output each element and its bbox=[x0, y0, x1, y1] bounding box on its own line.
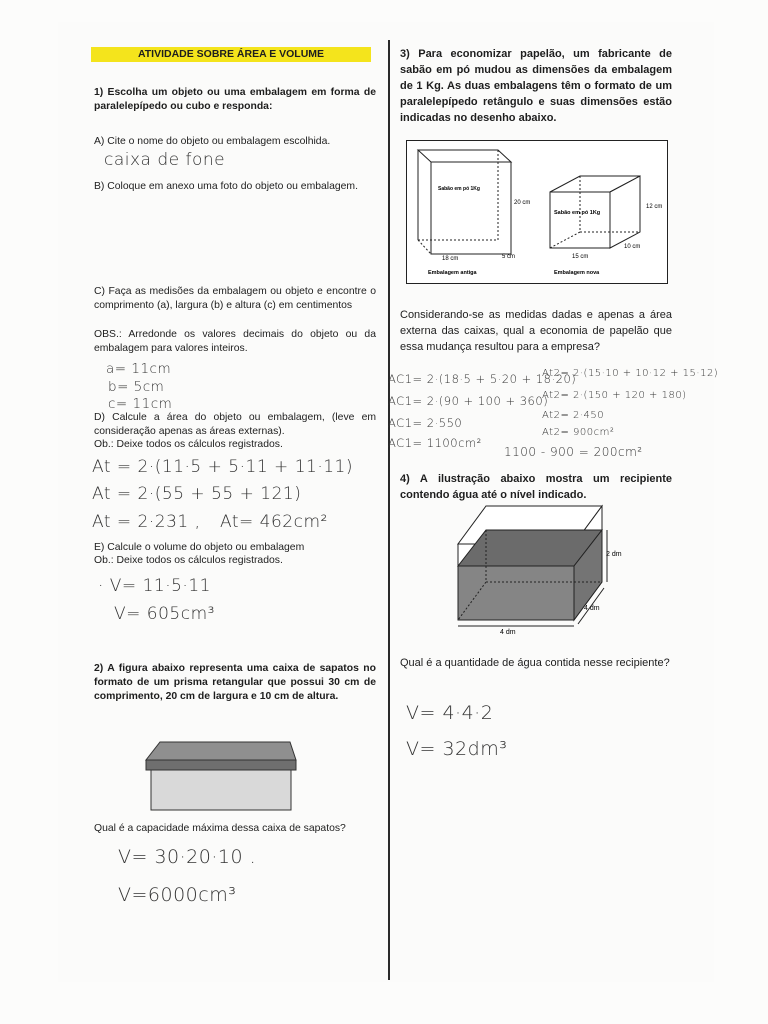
q1-e-text: E) Calcule o volume do objeto ou embalagem bbox=[94, 542, 305, 553]
q2-prompt: 2) A figura abaixo representa uma caixa de sapatos no formato de um prisma retangular que possui 30 cm de comprimento, 20 cm de largura e 10 cm de altura. bbox=[94, 663, 376, 703]
old-box bbox=[418, 150, 511, 254]
q3-final: 1100 - 900 = 200cm² bbox=[504, 445, 643, 459]
old-dim-width: 5 cm bbox=[502, 254, 516, 260]
q4-answer-2: V= 32dm³ bbox=[406, 738, 508, 760]
shoe-box-lid-side bbox=[146, 760, 296, 770]
shoe-box-figure bbox=[138, 738, 300, 814]
new-box-label: Sabão em pó 1Kg bbox=[554, 210, 601, 216]
q1-c-obs: OBS.: Arredonde os valores decimais do objeto ou da embalagem para valores inteiros. bbox=[94, 329, 376, 355]
q1-a-text: A) Cite o nome do objeto ou embalagem escolhida. bbox=[94, 136, 331, 147]
q3-left-work-4: AC1= 1100cm² bbox=[388, 436, 482, 450]
q2-answer-2: V=6000cm³ bbox=[118, 884, 237, 906]
new-box-caption: Embalagem nova bbox=[554, 270, 600, 276]
q1-d-answer-2: At = 2·(55 + 55 + 121) bbox=[92, 484, 302, 504]
q3-right-work-2: At2= 2·(150 + 120 + 180) bbox=[542, 390, 687, 401]
new-dim-length: 15 cm bbox=[572, 254, 589, 260]
new-dim-height: 12 cm bbox=[646, 204, 663, 210]
q3-right-work-3: At2= 2·450 bbox=[542, 410, 605, 421]
q1-c-answer-b: b= 5cm bbox=[108, 379, 165, 395]
old-dim-height: 20 cm bbox=[514, 200, 531, 206]
q1-e-obs: Ob.: Deixe todos os cálculos registrados. bbox=[94, 555, 283, 566]
new-dim-width: 10 cm bbox=[624, 244, 641, 250]
q1-d-obs: Ob.: Deixe todos os cálculos registrados. bbox=[94, 439, 283, 450]
q1-d-text: D) Calcule a área do objeto ou embalagem, (leve em consideração apenas as áreas externas). bbox=[94, 412, 376, 438]
q3-left-work-3: AC1= 2·550 bbox=[388, 416, 463, 430]
q3-prompt: 3) Para economizar papelão, um fabricante de sabão em pó mudou as dimensões da embalagem de 1 Kg. As duas embalagens têm o formato de um paralelepípedo retângulo e suas dimensões estão indicadas no desenho abaixo. bbox=[400, 48, 672, 124]
q2-answer-1: V= 30·20·10 . bbox=[118, 846, 257, 868]
old-box-caption: Embalagem antiga bbox=[428, 270, 477, 276]
water-dim-width: 4 dm bbox=[584, 605, 600, 612]
q3-right-work-4: At2= 900cm² bbox=[542, 427, 615, 438]
q1-d-answer-3: At = 2·231 , bbox=[92, 512, 201, 532]
water-dim-height: 2 dm bbox=[606, 551, 622, 558]
q1-a-answer: caixa de fone bbox=[104, 150, 226, 170]
q1-e-answer-2: V= 605cm³ bbox=[114, 604, 215, 624]
q4-answer-1: V= 4·4·2 bbox=[406, 702, 494, 724]
q1-prompt: 1) Escolha um objeto ou uma embalagem em forma de paralelepípedo ou cubo e responda: bbox=[94, 87, 376, 113]
water-fill bbox=[458, 530, 602, 620]
q1-c-answer-a: a= 11cm bbox=[106, 361, 172, 377]
q3-right-work-1: At2= 2·(15·10 + 10·12 + 15·12) bbox=[542, 368, 719, 379]
q1-c-answer-c: c= 11cm bbox=[108, 396, 173, 412]
q1-c-text: C) Faça as medisões da embalagem ou objeto e encontre o comprimento (a), largura (b) e altura (c) em centimentos bbox=[94, 286, 376, 312]
old-dim-length: 18 cm bbox=[442, 256, 459, 262]
q1-d-answer-1: At = 2·(11·5 + 5·11 + 11·11) bbox=[92, 457, 354, 477]
worksheet-title: ATIVIDADE SOBRE ÁREA E VOLUME bbox=[91, 47, 371, 62]
shoe-box-body bbox=[151, 770, 291, 810]
q3-left-work-2: AC1= 2·(90 + 100 + 360) bbox=[388, 394, 549, 408]
q4-question: Qual é a quantidade de água contida nesse recipiente? bbox=[400, 657, 670, 669]
shoe-box-lid-top bbox=[146, 742, 296, 760]
water-dim-length: 4 dm bbox=[500, 629, 516, 634]
q2-question: Qual é a capacidade máxima dessa caixa de sapatos? bbox=[94, 823, 346, 834]
soap-boxes-figure bbox=[406, 140, 668, 284]
old-box-label: Sabão em pó 1Kg bbox=[438, 186, 480, 192]
q3-left-work-1: AC1= 2·(18·5 + 5·20 + 18·20) bbox=[388, 372, 577, 386]
q3-question: Considerando-se as medidas dadas e apenas a área externa das caixas, qual a economia de papelão que essa mudança resultou para a empresa? bbox=[400, 309, 672, 353]
column-divider bbox=[388, 40, 390, 980]
q1-b-text: B) Coloque em anexo uma foto do objeto ou embalagem. bbox=[94, 181, 358, 192]
q1-d-result: At= 462cm² bbox=[220, 512, 328, 532]
water-container-figure bbox=[452, 500, 622, 634]
q4-prompt: 4) A ilustração abaixo mostra um recipiente contendo água até o nível indicado. bbox=[400, 473, 672, 501]
q1-e-answer-1: · V= 11·5·11 bbox=[98, 576, 211, 596]
